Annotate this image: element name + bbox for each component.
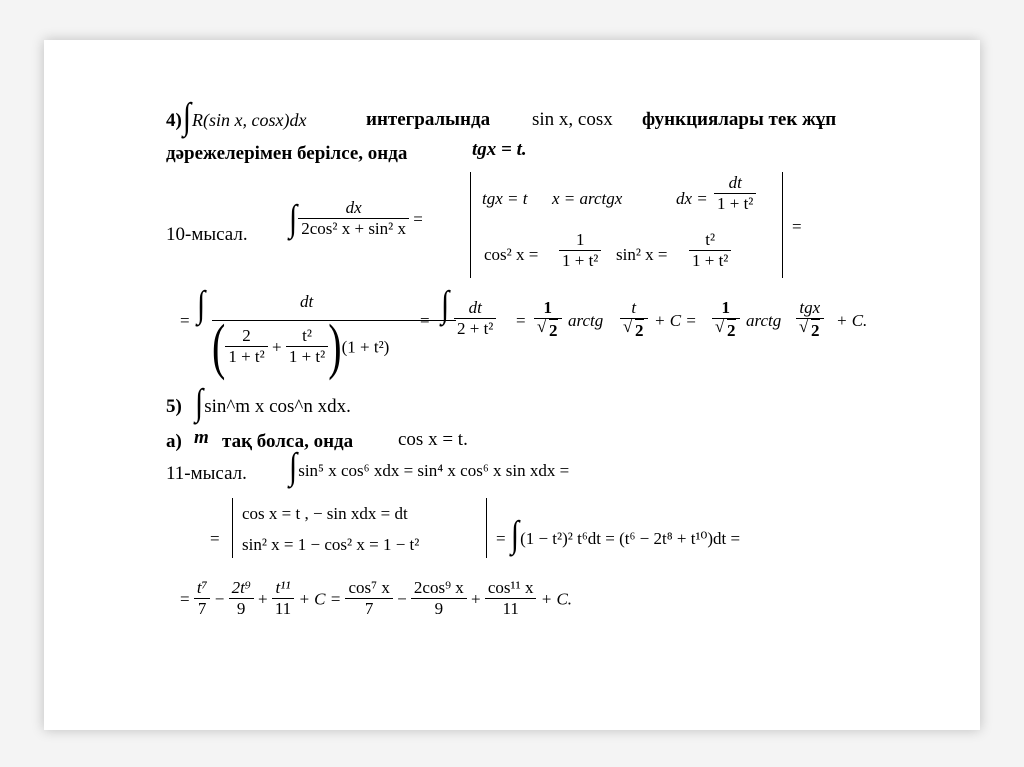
plus-c-end: + C. <box>836 311 868 330</box>
substitution-row-1: cos x = t , − sin xdx = dt <box>242 504 408 523</box>
part-a-label: а) <box>166 431 182 452</box>
equals-sign: = <box>516 311 526 330</box>
integrand-expansion: sin⁵ x cos⁶ xdx = sin⁴ x cos⁶ x sin xdx = <box>298 461 570 480</box>
section-4-label: 4) <box>166 110 182 131</box>
numerator: t² <box>705 230 716 249</box>
sub-sin2: sin² x = <box>616 245 668 264</box>
example-10-label: 10-мысал. <box>166 224 248 245</box>
denominator: √ 2 <box>712 318 740 341</box>
sub-tgx-t: tgx = t <box>482 189 528 208</box>
sub-dx-fraction <box>714 173 756 215</box>
text-odd-then: тақ болса, онда <box>222 431 354 452</box>
plus-c-end: + C. <box>540 589 573 609</box>
numerator-dt: dt <box>300 292 314 311</box>
numerator: 1 <box>543 298 552 317</box>
sub-cos2-fraction <box>559 230 601 272</box>
numerator: 2t⁹ <box>231 578 251 597</box>
denominator: 11 <box>272 598 294 619</box>
integral-sign: ∫ <box>197 283 206 325</box>
equals-sign: = <box>420 311 430 330</box>
integrand-rsin: R(sin x, cosx)dx <box>192 110 307 130</box>
numerator: dx <box>345 198 362 217</box>
denominator: 1 + t² <box>225 346 267 367</box>
substitution-row-2: sin² x = 1 − cos² x = 1 − t² <box>242 535 420 554</box>
sub-sin2-fraction <box>689 230 731 272</box>
big-denominator: ( $\frac{2}{\text{1 + t²}}$ + $\frac{\text{t²}}{\text{1 + t²}}$ )(1 + t²) <box>212 311 390 381</box>
denominator: 1 + t² <box>689 250 731 271</box>
sub-dx: dx = <box>676 189 708 208</box>
numerator: dt <box>468 298 482 317</box>
arctg: arctg <box>568 311 604 330</box>
sub-cos2: cos² x = <box>484 245 539 264</box>
factor: (1 + t²) <box>341 337 390 357</box>
slide <box>44 40 980 730</box>
sub-x-arctg: x = arctgx <box>552 189 623 208</box>
bracket-left <box>470 172 471 278</box>
text-integralynda: интегралында <box>366 109 491 130</box>
denominator: 1 + t² <box>286 346 328 367</box>
numerator: tgx <box>799 298 821 317</box>
substitution-tgx: tgx = t. <box>472 139 527 160</box>
variable-m: m <box>194 427 209 448</box>
numerator: 1 <box>575 230 585 249</box>
integrand-sin-cos: sin^m x cos^n xdx. <box>204 396 351 417</box>
example-11-line-2: = ∫(1 − t²)² t⁶dt = (t⁶ − 2t⁸ + t¹⁰)dt = <box>496 513 741 555</box>
section-4-line-1 <box>166 95 307 137</box>
denominator: √ 2 <box>534 318 562 341</box>
numerator: 2 <box>242 326 251 345</box>
denominator: √ 2 <box>620 318 648 341</box>
numerator: t⁷ <box>196 578 208 597</box>
denominator: 2cos² x + sin² x <box>298 218 409 239</box>
bracket-right <box>782 172 783 278</box>
denominator: 9 <box>411 598 467 619</box>
example-11-label: 11-мысал. <box>166 463 247 484</box>
denominator: 11 <box>485 598 537 619</box>
fraction <box>298 198 409 240</box>
denominator: 7 <box>345 598 392 619</box>
section-5-label: 5) <box>166 396 182 417</box>
fraction-1-sqrt2-b <box>712 298 740 342</box>
equals-sign: = <box>210 529 220 548</box>
numerator: t² <box>302 326 312 345</box>
example-11-integral: ∫sin⁵ x cos⁶ xdx = sin⁴ x cos⁶ x sin xdx = <box>289 445 570 487</box>
numerator: dt <box>728 173 742 192</box>
denominator: 7 <box>194 598 211 619</box>
plus-c-equals: + C = <box>654 311 697 330</box>
fraction-1-sqrt2 <box>534 298 562 342</box>
equals-sign: = <box>792 217 802 236</box>
denominator: √ 2 <box>796 318 824 341</box>
substitution-cos: cos x = t. <box>398 429 468 450</box>
expr-sin-cos: sin x, cosx <box>532 109 613 130</box>
example-10-integral: ∫ $\frac{dx}{\text{2cos² x + sin² x}}$ = <box>289 197 423 239</box>
arctg: arctg <box>746 311 782 330</box>
denominator: 1 + t² <box>559 250 601 271</box>
fraction-tgx-sqrt2 <box>796 298 824 342</box>
numerator: 1 <box>721 298 730 317</box>
text-degree-given: дәрежелерімен берілсе, онда <box>166 143 408 164</box>
bracket-right <box>486 498 487 558</box>
numerator: t¹¹ <box>275 578 291 597</box>
integral-sign: ∫ <box>289 197 298 239</box>
integral-sign: ∫ <box>182 95 192 137</box>
numerator: cos¹¹ x <box>487 578 534 597</box>
numerator: t <box>631 298 637 317</box>
section-5-integral: ∫sin^m x cos^n xdx. <box>195 381 351 423</box>
fraction-t-sqrt2 <box>620 298 648 342</box>
text-functions-even: функциялары тек жұп <box>642 109 837 130</box>
numerator: 2cos⁹ x <box>413 578 464 597</box>
denominator: 2 + t² <box>454 318 496 339</box>
integral-sign: ∫ <box>441 283 450 325</box>
numerator: cos⁷ x <box>348 578 390 597</box>
bracket-left <box>232 498 233 558</box>
fraction-dt <box>454 298 496 340</box>
equals-sign: = <box>180 311 190 330</box>
result-line: = $\frac{\text{t⁷}}{7}$ − $\frac{\text{2t⁹}}{9}$ + $\frac{\text{t¹¹}}{11}$ + C = $\frac{\text{cos⁷ x}}{7}$ − $\frac{\text{2cos⁹ x}}{9}$ + $\frac{\text{cos¹¹ x}}{11}$ + C. <box>180 578 573 619</box>
denominator: 1 + t² <box>714 193 756 214</box>
denominator: 9 <box>229 598 254 619</box>
expansion-result: (1 − t²)² t⁶dt = (t⁶ − 2t⁸ + t¹⁰)dt = <box>520 529 741 548</box>
